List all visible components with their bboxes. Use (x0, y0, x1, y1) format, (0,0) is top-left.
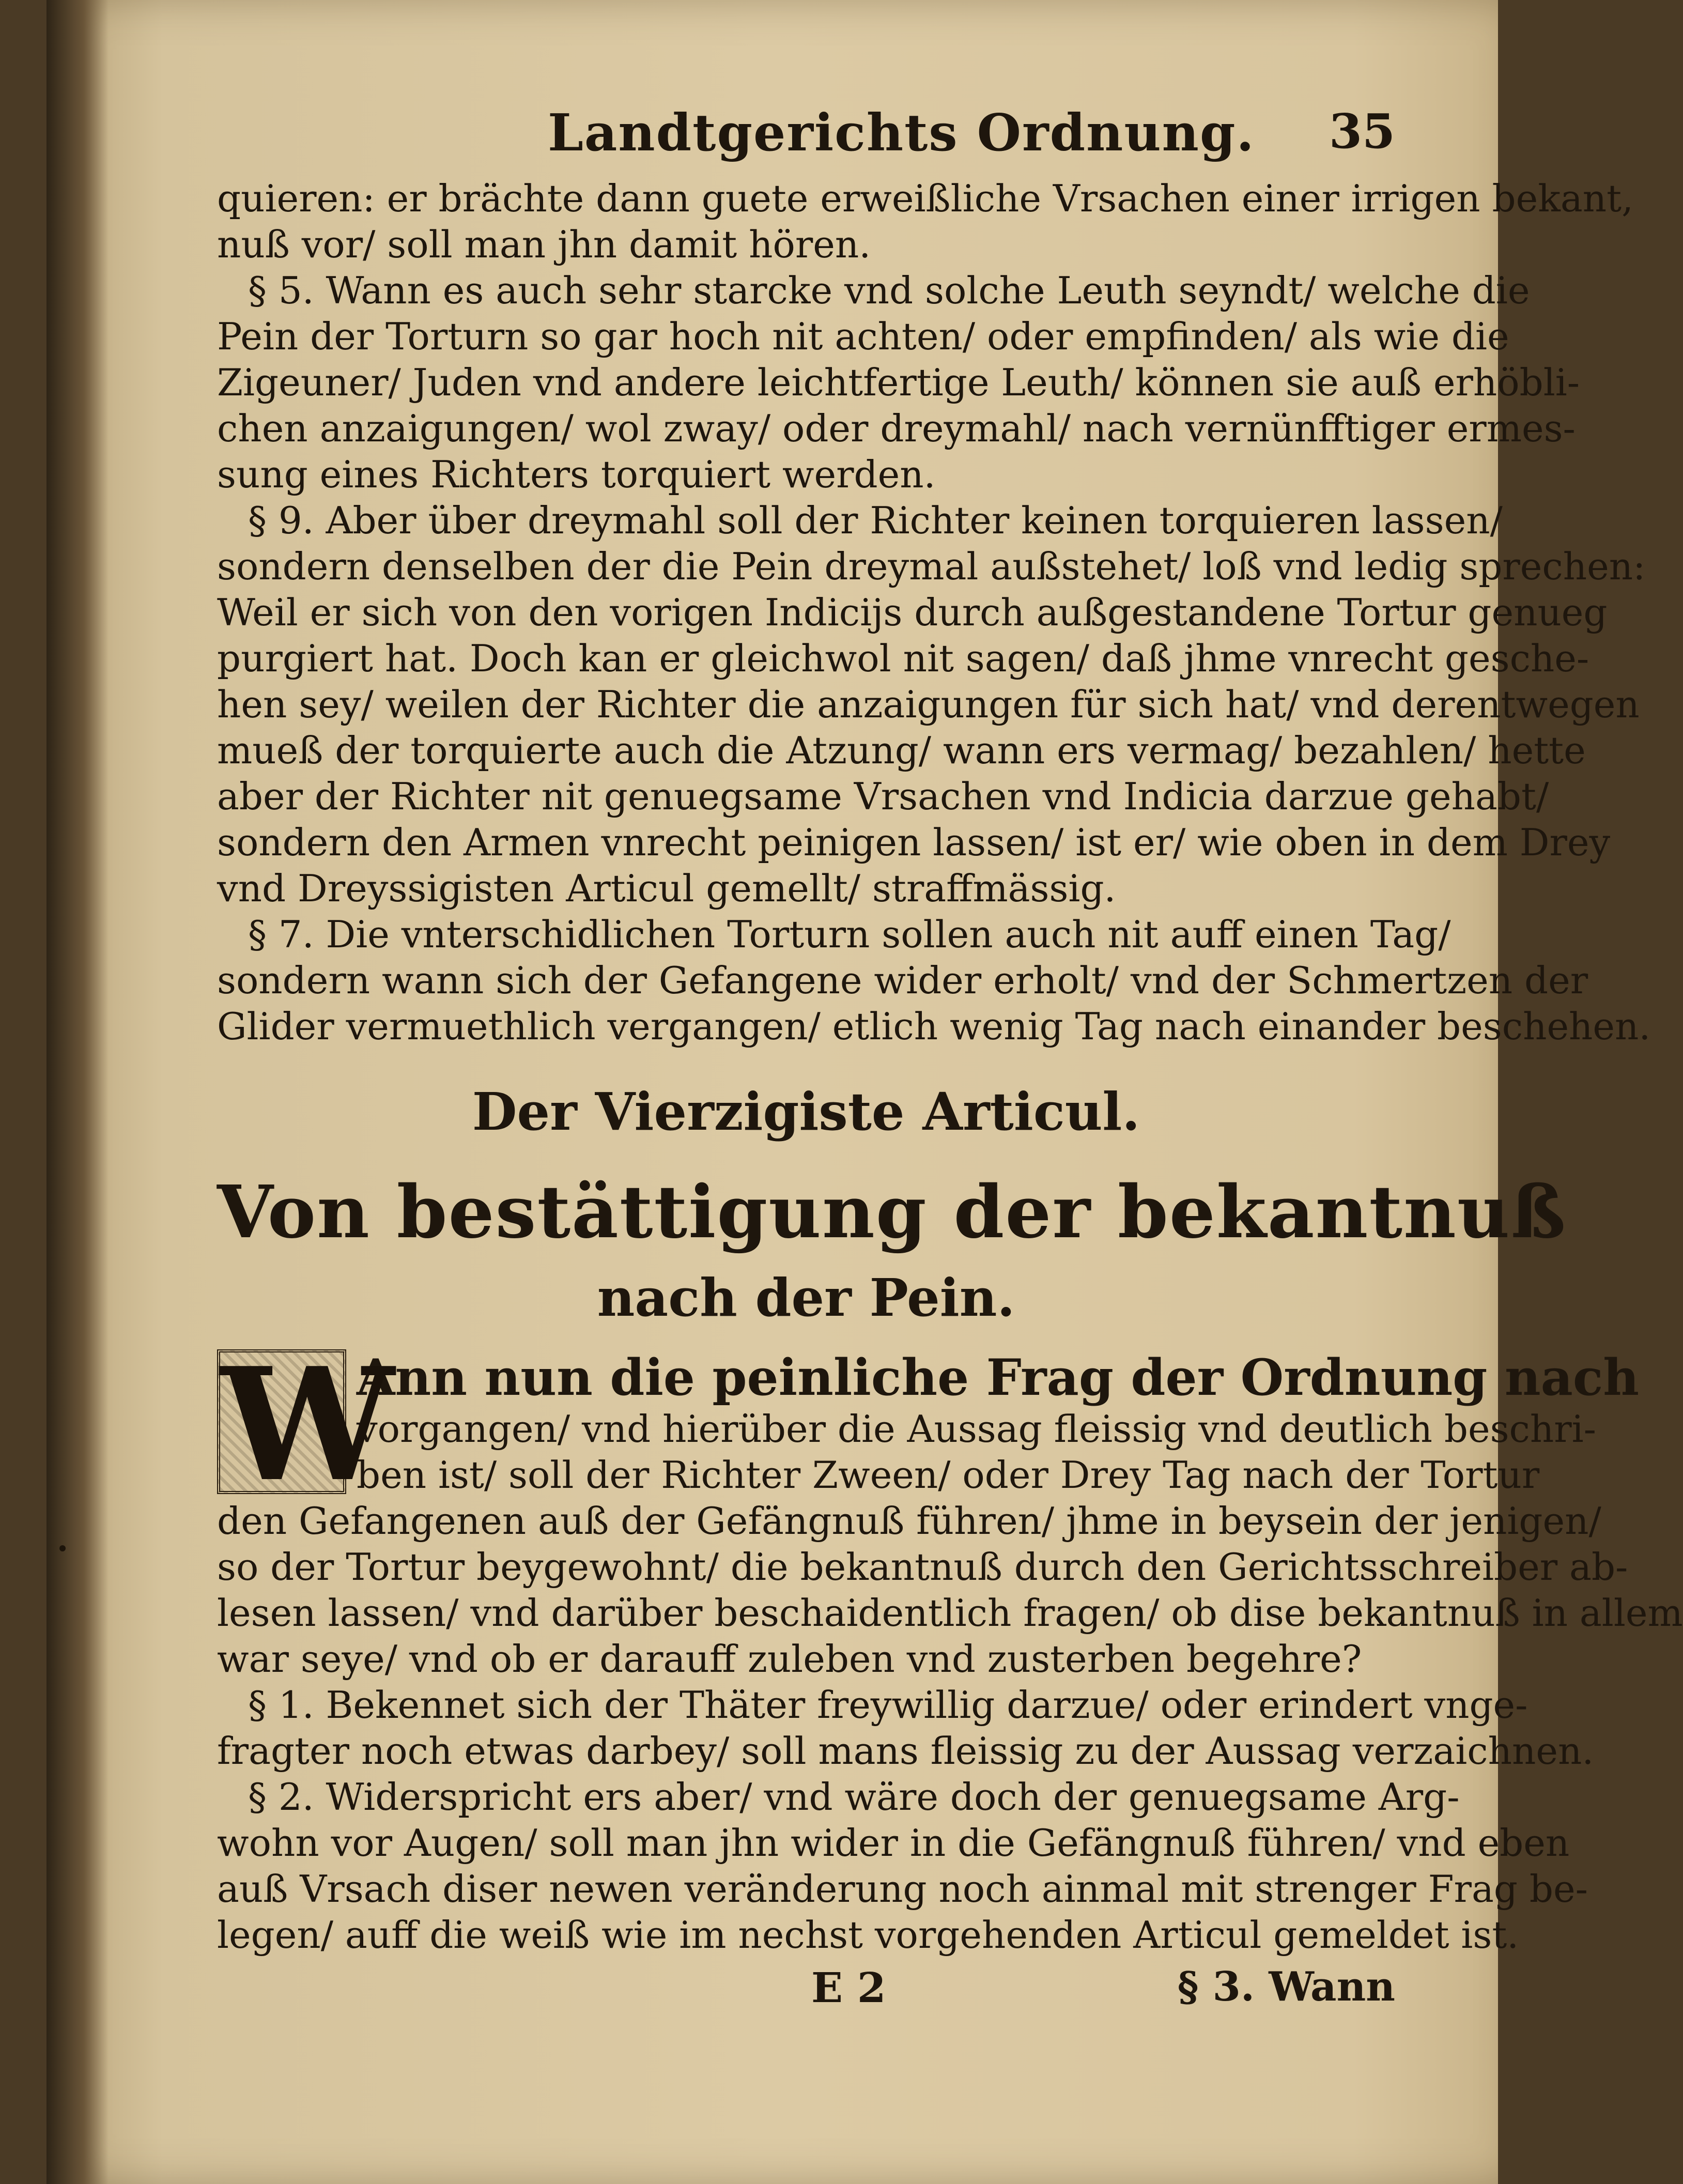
text-line: chen anzaigungen/ wol zway/ oder dreymahl/ nach vernünfftiger ermes- (217, 407, 1576, 450)
text-line: purgiert hat. Doch kan er gleichwol nit sagen/ daß jhme vnrecht gesche- (217, 637, 1589, 680)
text-line: legen/ auff die weiß wie im nechst vorgehenden Articul gemeldet ist. (217, 1913, 1519, 1957)
text-block (217, 98, 1683, 2015)
running-title: Landtgerichts Ordnung. (548, 103, 1255, 163)
initial-paragraph (217, 1333, 1683, 1682)
text-line: auß Vrsach diser newen veränderung noch ainmal mit strenger Frag be- (217, 1867, 1588, 1911)
text-line: ben ist/ soll der Richter Zween/ oder Drey Tag nach der Tortur (357, 1453, 1540, 1497)
text-line: lesen lassen/ vnd darüber beschaidentlich fragen/ ob dise bekantnuß in allem (217, 1591, 1683, 1635)
text-line: § 5. Wann es auch sehr starcke vnd solche Leuth seyndt/ welche die (248, 269, 1530, 312)
text-line: sondern denselben der die Pein dreymal außstehet/ loß vnd ledig sprechen: (217, 545, 1646, 588)
text-line: vorgangen/ vnd hierüber die Aussag fleissig vnd deutlich beschri- (357, 1407, 1596, 1451)
chapter-number: Der Vierzigiste Articul. (472, 1081, 1140, 1142)
text-line: Pein der Torturn so gar hoch nit achten/ oder empfinden/ als wie die (217, 315, 1509, 358)
signature-mark: E 2 (811, 1963, 886, 2012)
book-page (47, 0, 1683, 2184)
chapter-subtitle: nach der Pein. (597, 1267, 1015, 1328)
text-line: mueß der torquierte auch die Atzung/ wann ers vermag/ bezahlen/ hette (217, 729, 1586, 772)
text-line: § 7. Die vnterschidlichen Torturn sollen auch nit auff einen Tag/ (248, 913, 1451, 956)
paper-hole (59, 1545, 66, 1551)
text-line: so der Tortur beygewohnt/ die bekantnuß durch den Gerichtsschreiber ab- (217, 1545, 1628, 1589)
running-head (217, 98, 1395, 176)
text-line: § 1. Bekennet sich der Thäter freywillig darzue/ oder erindert vnge- (248, 1683, 1528, 1727)
text-line: Weil er sich von den vorigen Indicijs durch außgestandene Tortur genueg (217, 591, 1608, 634)
text-line: aber der Richter nit genuegsame Vrsachen vnd Indicia darzue gehabt/ (217, 775, 1549, 818)
decorated-initial: W (217, 1349, 346, 1494)
text-line: den Gefangenen auß der Gefängnuß führen/ jhme in beysein der jenigen/ (217, 1499, 1601, 1543)
page-number: 35 (1329, 103, 1395, 159)
text-line: hen sey/ weilen der Richter die anzaigungen für sich hat/ vnd derentwegen (217, 683, 1640, 726)
text-line: § 9. Aber über dreymahl soll der Richter keinen torquieren lassen/ (248, 499, 1503, 542)
text-line: Glider vermuethlich vergangen/ etlich wenig Tag nach einander beschehen. (217, 1005, 1651, 1048)
text-line: quieren: er brächte dann guete erweißliche Vrsachen einer irrigen bekant, (217, 177, 1633, 220)
text-line: nuß vor/ soll man jhn damit hören. (217, 223, 871, 266)
text-line: vnd Dreyssigisten Articul gemellt/ straffmässig. (217, 867, 1116, 910)
text-line: fragter noch etwas darbey/ soll mans fleissig zu der Aussag verzaichnen. (217, 1729, 1594, 1773)
text-line: war seye/ vnd ob er darauff zuleben vnd zusterben begehre? (217, 1637, 1362, 1681)
text-line: sung eines Richters torquiert werden. (217, 453, 936, 496)
text-line: sondern wann sich der Gefangene wider erholt/ vnd der Schmertzen der (217, 959, 1588, 1002)
text-line: Ann nun die peinliche Frag der Ordnung nach (357, 1348, 1640, 1407)
page-gutter (47, 0, 109, 2184)
catchword: § 3. Wann (1177, 1963, 1395, 2010)
text-line: § 2. Widerspricht ers aber/ vnd wäre doch der genuegsame Arg- (248, 1775, 1460, 1819)
text-line: wohn vor Augen/ soll man jhn wider in die Gefängnuß führen/ vnd eben (217, 1821, 1570, 1865)
text-line: Zigeuner/ Juden vnd andere leichtfertige Leuth/ können sie auß erhöbli- (217, 361, 1580, 404)
page-footer (217, 1963, 1395, 2015)
chapter-title: Von bestättigung der bekantnuß (217, 1170, 1567, 1255)
text-line: sondern den Armen vnrecht peinigen lassen/ ist er/ wie oben in dem Drey (217, 821, 1611, 864)
